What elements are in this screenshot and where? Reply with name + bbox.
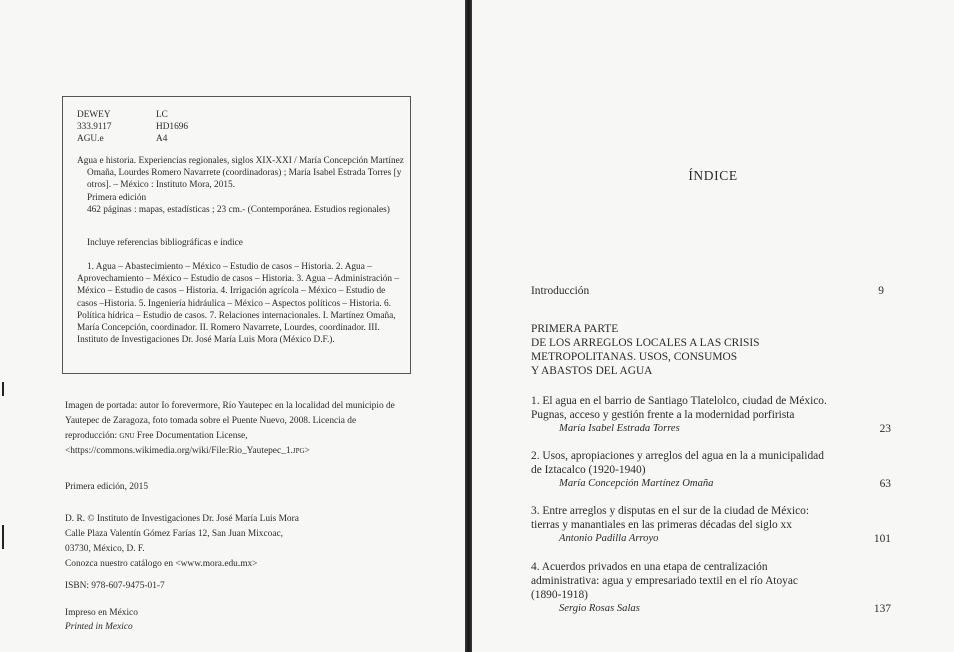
lc-code: HD1696 [156, 122, 189, 132]
rights-line: Calle Plaza Valentín Gómez Farías 12, San Juan Mixcoac, [65, 529, 283, 539]
toc-entry-introduction [531, 284, 884, 298]
isbn: ISBN: 978-607-9475-01-7 [65, 581, 165, 591]
table-of-contents-page [472, 0, 954, 652]
toc-entry-title: tierras y manantiales en las primeras décadas del siglo xx [531, 519, 792, 531]
toc-entry-title: Introducción [531, 285, 590, 297]
toc-page-number: 23 [879, 423, 891, 435]
toc-entry-title: administrativa: agua y empresariado textil en el río Atoyac [531, 575, 798, 587]
toc-page-number: 137 [873, 603, 891, 615]
toc-entry-title: 3. Entre arreglos y disputas en el sur de la ciudad de México: [531, 505, 810, 517]
toc-entry-title: 4. Acuerdos privados en una etapa de centralización [531, 561, 768, 573]
scan-edge-mark [2, 525, 4, 549]
first-edition-year: Primera edición, 2015 [65, 482, 149, 492]
catalog-record-box [62, 96, 411, 374]
rights-line: Conozca nuestro catálogo en <www.mora.edu.mx> [65, 559, 258, 569]
printed-in-english: Printed in Mexico [65, 622, 133, 632]
toc-entry [531, 449, 891, 491]
scan-edge-mark [2, 382, 4, 396]
lc-code: A4 [156, 134, 168, 144]
catalog-physical-description: 462 páginas : mapas, estadísticas ; 23 cm.- (Contemporánea. Estudios regionales) [87, 205, 390, 215]
copyright-page [0, 0, 465, 652]
toc-page-number: 9 [878, 285, 884, 297]
toc-entry-author: María Concepción Martínez Omaña 63 [559, 478, 891, 490]
toc-entry-author: Sergio Rosas Salas 137 [559, 603, 891, 615]
toc-entry-author: Antonio Padilla Arroyo 101 [559, 533, 891, 545]
dewey-code: DEWEY [77, 110, 111, 120]
cover-image-credit: Imagen de portada: autor Io forevermore, Río Yautepec en la localidad del municipio de Yautepec de Zaragoza, foto tomada sobre el Puente Nuevo, 2008. Licencia de reproducción: gnu Free Documentation License, <https://commons.wikimedia.org/wiki/File:Rio_Yautepec_1.jpg> [65, 401, 395, 456]
classification-row [77, 109, 188, 121]
book-gutter [465, 0, 472, 652]
toc-entry [531, 560, 891, 616]
rights-line: D. R. © Instituto de Investigaciones Dr. José María Luis Mora [65, 514, 299, 524]
rights-line: 03730, México, D. F. [65, 544, 145, 554]
classification-row [77, 133, 188, 145]
toc-page-number: 101 [873, 533, 891, 545]
toc-entry-title: Pugnas, acceso y gestión frente a la modernidad porfirista [531, 409, 795, 421]
toc-entry-title: 1. El agua en el barrio de Santiago Tlatelolco, ciudad de México. [531, 395, 827, 407]
printed-in-spanish: Impreso en México [65, 608, 138, 618]
dewey-code: AGU.e [77, 134, 104, 144]
classification-row [77, 121, 188, 133]
toc-entry-title: 2. Usos, apropiaciones y arreglos del agua en la a municipalidad [531, 450, 824, 462]
toc-entry [531, 504, 891, 546]
toc-entry-title: (1890-1918) [531, 589, 588, 601]
catalog-subjects: 1. Agua – Abastecimiento – México – Estudio de casos – Historia. 2. Agua – Aprovechamiento – México – Estudio de casos – Historia. 3. Agua – Administración – México – Estudio de casos – Historia. 4. Irrigación agrícola – México – Estudio de casos –Historia. 5. Ingeniería hidráulica – México – Aspectos políticos – Historia. 6. Política hídrica – Estudio de casos. 7. Relaciones internacionales. I. Martínez Omaña, María Concepción, coordinador. II. Romero Navarrete, Lourdes, coordinador. III. Instituto de Investigaciones Dr. José María Luis Mora (México D.F.). [77, 262, 399, 346]
toc-page-number: 63 [879, 478, 891, 490]
toc-entry-title: de Iztacalco (1920-1940) [531, 464, 646, 476]
catalog-notes: Incluye referencias bibliográficas e índice [87, 238, 243, 248]
catalog-edition: Primera edición [87, 193, 147, 203]
classification-numbers [77, 109, 188, 145]
dewey-code: 333.9117 [77, 122, 112, 132]
catalog-citation: Agua e historia. Experiencias regionales, siglos XIX-XXI / María Concepción Martínez Omaña, Lourdes Romero Navarrete (coordinadoras) ; María Isabel Estrada Torres [y otros]. – México : Instituto Mora, 2015. [77, 156, 404, 191]
toc-title: ÍNDICE [688, 168, 738, 183]
toc-entry-author: María Isabel Estrada Torres 23 [559, 423, 891, 435]
lc-code: LC [156, 110, 168, 120]
part-heading: PRIMERA PARTE DE LOS ARREGLOS LOCALES A LAS CRISIS METROPOLITANAS. USOS, CONSUMOS Y ABASTOS DEL AGUA [531, 323, 760, 377]
toc-entry [531, 394, 891, 436]
